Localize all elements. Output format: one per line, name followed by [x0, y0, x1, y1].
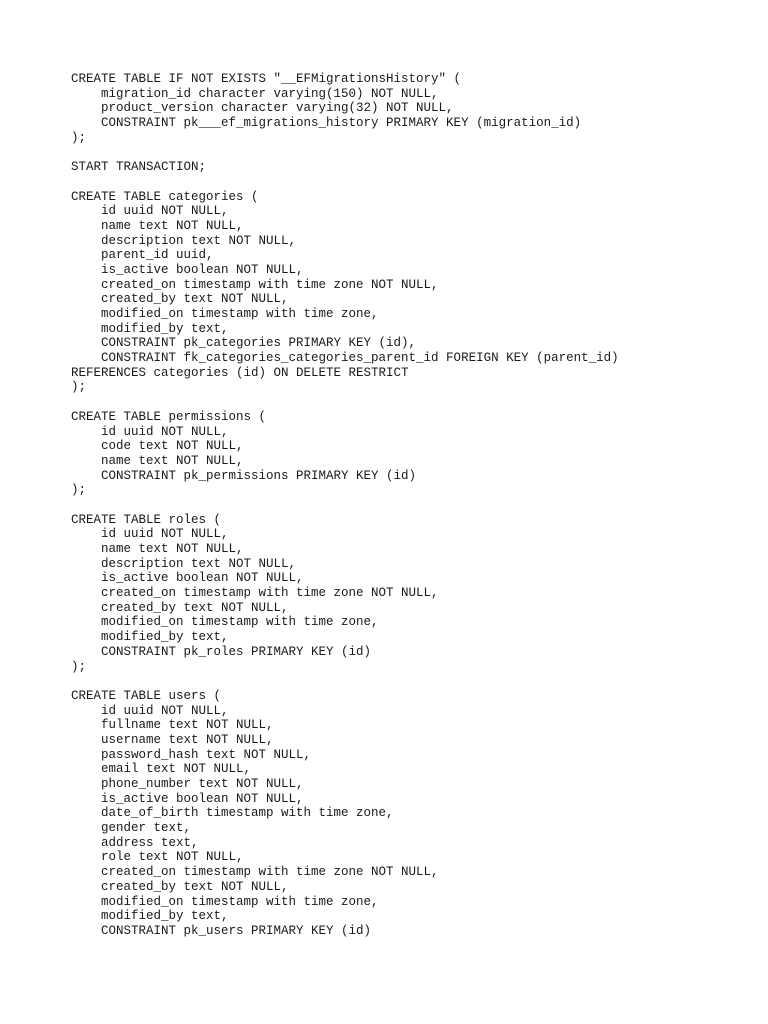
code-line: REFERENCES categories (id) ON DELETE RESTRICT — [71, 365, 409, 380]
code-line: modified_on timestamp with time zone, — [71, 307, 379, 321]
code-line: is_active boolean NOT NULL, — [71, 262, 304, 277]
code-line: modified_on timestamp with time zone, — [71, 894, 379, 909]
code-line — [71, 498, 619, 513]
code-line: name text NOT NULL, — [71, 218, 244, 233]
code-line: id uuid NOT NULL, — [71, 527, 229, 542]
code-line: id uuid NOT NULL, — [71, 204, 229, 219]
code-line: migration_id character varying(150) NOT NULL, — [71, 86, 439, 101]
code-line: gender text, — [71, 821, 192, 836]
code-line: password_hash text NOT NULL, — [71, 747, 312, 762]
code-line: address text, — [71, 835, 199, 850]
code-line: CONSTRAINT pk_roles PRIMARY KEY (id) — [71, 644, 372, 659]
code-line: START TRANSACTION; — [71, 160, 207, 175]
code-line: ); — [71, 380, 87, 395]
code-line: CONSTRAINT pk_users PRIMARY KEY (id) — [71, 923, 372, 938]
code-line: description text NOT NULL, — [71, 556, 297, 571]
code-line: is_active boolean NOT NULL, — [71, 791, 304, 806]
code-line: role text NOT NULL, — [71, 850, 244, 865]
code-line: id uuid NOT NULL, — [71, 424, 229, 439]
code-line: email text NOT NULL, — [71, 762, 252, 777]
code-line: name text NOT NULL, — [71, 542, 244, 556]
code-line: is_active boolean NOT NULL, — [71, 571, 304, 586]
code-line: CREATE TABLE roles ( — [71, 512, 222, 527]
code-line: CONSTRAINT pk_permissions PRIMARY KEY (id) — [71, 468, 417, 483]
code-line: CREATE TABLE permissions ( — [71, 409, 267, 424]
code-line: modified_by text, — [71, 321, 229, 336]
code-line: phone_number text NOT NULL, — [71, 777, 304, 791]
code-line: ); — [71, 130, 87, 145]
code-line — [71, 674, 619, 689]
code-line: id uuid NOT NULL, — [71, 703, 229, 718]
code-line — [71, 145, 619, 160]
code-line: date_of_birth timestamp with time zone, — [71, 806, 394, 821]
code-line: CREATE TABLE users ( — [71, 688, 222, 703]
code-line: modified_by text, — [71, 630, 229, 645]
code-line — [71, 175, 619, 190]
code-line: description text NOT NULL, — [71, 233, 297, 248]
code-line: created_on timestamp with time zone NOT NULL, — [71, 277, 439, 292]
code-line: fullname text NOT NULL, — [71, 718, 274, 733]
code-line: code text NOT NULL, — [71, 439, 244, 454]
code-line: created_by text NOT NULL, — [71, 600, 289, 615]
code-line: CONSTRAINT pk___ef_migrations_history PRIMARY KEY (migration_id) — [71, 116, 582, 131]
code-line: ); — [71, 483, 87, 498]
code-line: parent_id uuid, — [71, 248, 214, 263]
code-line: CONSTRAINT fk_categories_categories_parent_id FOREIGN KEY (parent_id) — [71, 351, 619, 366]
code-line: CONSTRAINT pk_categories PRIMARY KEY (id), — [71, 336, 417, 351]
sql-code-block — [71, 72, 619, 939]
code-line — [71, 395, 619, 410]
code-line: username text NOT NULL, — [71, 732, 274, 747]
code-line: created_by text NOT NULL, — [71, 879, 289, 894]
code-line: name text NOT NULL, — [71, 453, 244, 468]
code-line: created_by text NOT NULL, — [71, 292, 289, 307]
code-line: product_version character varying(32) NOT NULL, — [71, 101, 454, 116]
code-line: CREATE TABLE categories ( — [71, 189, 259, 204]
code-line: CREATE TABLE IF NOT EXISTS "__EFMigrationsHistory" ( — [71, 72, 462, 86]
code-line: modified_by text, — [71, 909, 229, 924]
code-line: created_on timestamp with time zone NOT NULL, — [71, 586, 439, 601]
code-line: ); — [71, 659, 87, 674]
code-line: created_on timestamp with time zone NOT NULL, — [71, 865, 439, 880]
code-line: modified_on timestamp with time zone, — [71, 615, 379, 630]
